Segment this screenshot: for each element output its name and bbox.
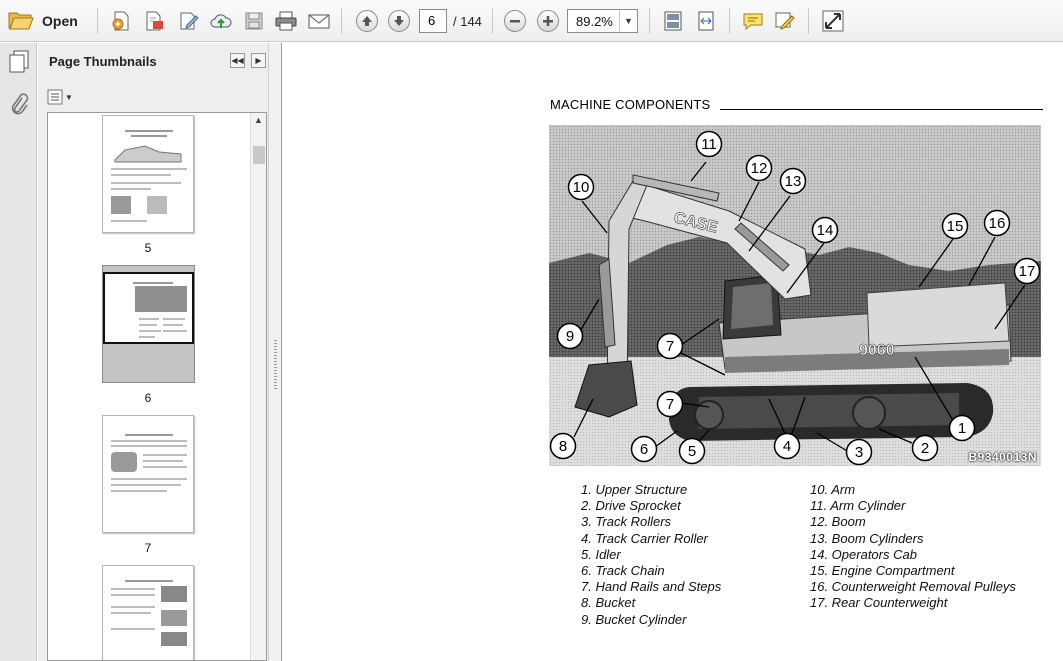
callout <box>558 324 583 349</box>
legend-item: 10. Arm <box>810 482 856 497</box>
upload-cloud-icon[interactable] <box>208 8 234 34</box>
callout <box>913 436 938 461</box>
excavator-photo <box>549 125 1041 466</box>
svg-text:13: 13 <box>784 173 802 190</box>
legend-item: 8. Bucket <box>581 595 636 611</box>
thumbnail-page[interactable] <box>102 565 194 661</box>
svg-text:3: 3 <box>854 444 864 461</box>
combine-files-icon[interactable] <box>141 8 167 34</box>
open-label: Open <box>42 13 78 29</box>
legend-item: 16. Counterweight Removal Pulleys <box>810 579 1016 595</box>
save-icon[interactable] <box>241 8 267 34</box>
thumbnail-page-number: 7 <box>144 541 152 555</box>
callout <box>950 416 975 441</box>
email-icon[interactable] <box>306 8 332 34</box>
callout <box>658 334 683 359</box>
thumbnails-panel <box>38 43 274 661</box>
callout <box>943 214 968 239</box>
callout <box>551 434 576 459</box>
callout <box>658 392 683 417</box>
svg-text:9: 9 <box>565 328 575 345</box>
zoom-select[interactable] <box>567 9 638 33</box>
svg-text:4: 4 <box>782 438 792 455</box>
svg-text:12: 12 <box>750 160 768 177</box>
model-number-text: 9060 <box>859 342 895 359</box>
toolbar-separator <box>808 8 809 34</box>
svg-text:10: 10 <box>572 179 590 196</box>
chevron-down-icon[interactable]: ▼ <box>619 10 637 32</box>
boom-brand-text: CASE <box>672 209 720 237</box>
svg-text:6: 6 <box>639 441 649 458</box>
arrow-down-icon <box>388 10 410 32</box>
previous-page-button[interactable] <box>354 8 380 34</box>
legend-item: 9. Bucket Cylinder <box>581 611 687 627</box>
legend-item: 3. Track Rollers <box>581 514 672 530</box>
highlight-pen-icon[interactable] <box>772 8 798 34</box>
svg-text:8: 8 <box>558 438 568 455</box>
document-view <box>282 43 1063 661</box>
svg-text:11: 11 <box>701 136 717 153</box>
attachments-paperclip-icon[interactable] <box>7 93 31 117</box>
legend-item: 11. Arm Cylinder <box>810 498 906 514</box>
minus-icon <box>504 10 526 32</box>
page-thumbnails-icon[interactable] <box>7 50 31 74</box>
zoom-in-button[interactable] <box>535 8 561 34</box>
toolbar-separator <box>729 8 730 34</box>
toolbar-separator <box>97 8 98 34</box>
callout <box>775 434 800 459</box>
callout <box>1015 259 1040 284</box>
svg-text:7: 7 <box>665 396 675 413</box>
options-list-icon <box>47 89 63 105</box>
thumbnail-page-selected[interactable] <box>102 265 195 383</box>
svg-text:2: 2 <box>920 440 930 457</box>
callout <box>781 169 806 194</box>
thumbnails-scrollbar[interactable] <box>250 113 266 661</box>
thumbnail-page-number: 6 <box>144 391 152 405</box>
thumbnail-page[interactable] <box>102 115 194 233</box>
print-icon[interactable] <box>273 8 299 34</box>
full-screen-icon[interactable] <box>820 8 846 34</box>
callout <box>747 156 772 181</box>
callout <box>813 218 838 243</box>
chevron-right-icon[interactable]: ▶ <box>251 53 266 68</box>
navigation-rail <box>0 43 37 661</box>
legend-item: 7. Hand Rails and Steps <box>581 579 722 595</box>
main-toolbar <box>0 0 1063 42</box>
legend-right <box>810 482 1016 612</box>
callout <box>680 439 705 464</box>
legend-item: 15. Engine Compartment <box>810 562 955 578</box>
zoom-value: 89.2% <box>576 14 613 29</box>
comment-icon[interactable] <box>740 8 766 34</box>
figure-code: B9340013N <box>968 450 1037 464</box>
panel-splitter[interactable] <box>268 43 282 661</box>
legend-item: 17. Rear Counterweight <box>810 595 948 611</box>
panel-title: Page Thumbnails <box>49 54 157 69</box>
create-pdf-icon[interactable] <box>108 8 134 34</box>
thumbnails-list <box>47 112 267 661</box>
arrow-up-icon <box>356 10 378 32</box>
thumbnail-page-number: 5 <box>144 241 152 255</box>
chevron-down-icon: ▼ <box>65 92 73 102</box>
page-total: / 144 <box>453 14 482 29</box>
fit-page-icon[interactable] <box>660 8 686 34</box>
legend-item: 12. Boom <box>810 514 866 530</box>
svg-text:7: 7 <box>665 338 675 355</box>
toolbar-separator <box>492 8 493 34</box>
folder-icon <box>8 9 34 34</box>
callout <box>569 175 594 200</box>
next-page-button[interactable] <box>386 8 412 34</box>
thumbnail-page[interactable] <box>102 415 194 533</box>
legend-item: 14. Operators Cab <box>810 546 917 562</box>
svg-text:5: 5 <box>687 443 697 460</box>
page-number-input[interactable]: 6 <box>419 9 447 33</box>
collapse-panel-icon[interactable]: ◀◀ <box>230 53 245 68</box>
legend-item: 13. Boom Cylinders <box>810 530 924 546</box>
toolbar-separator <box>341 8 342 34</box>
splitter-grip[interactable] <box>274 340 277 390</box>
callout <box>847 440 872 465</box>
plus-icon <box>537 10 559 32</box>
heading-rule <box>720 109 1043 110</box>
scrollbar-thumb[interactable] <box>253 146 265 164</box>
fit-width-icon[interactable] <box>693 8 719 34</box>
page-heading: MACHINE COMPONENTS <box>550 97 711 112</box>
thumbnail-options-button[interactable] <box>47 88 73 106</box>
callout <box>985 211 1010 236</box>
svg-text:1: 1 <box>957 420 967 437</box>
legend-item: 5. Idler <box>581 546 621 562</box>
edit-document-icon[interactable] <box>176 8 202 34</box>
toolbar-separator <box>649 8 650 34</box>
legend-item: 4. Track Carrier Roller <box>581 530 708 546</box>
open-button[interactable] <box>8 8 78 34</box>
callout <box>697 132 722 157</box>
svg-text:14: 14 <box>816 222 834 239</box>
legend-item: 2. Drive Sprocket <box>581 498 681 514</box>
svg-text:15: 15 <box>946 218 964 235</box>
chevron-up-icon[interactable]: ▲ <box>254 115 263 125</box>
svg-text:17: 17 <box>1018 263 1036 280</box>
legend-item: 6. Track Chain <box>581 562 665 578</box>
callout <box>632 437 657 462</box>
excavator-illustration <box>549 125 1041 466</box>
legend-left <box>581 482 721 628</box>
zoom-out-button[interactable] <box>502 8 528 34</box>
svg-text:16: 16 <box>988 215 1006 232</box>
legend-item: 1. Upper Structure <box>581 482 688 497</box>
